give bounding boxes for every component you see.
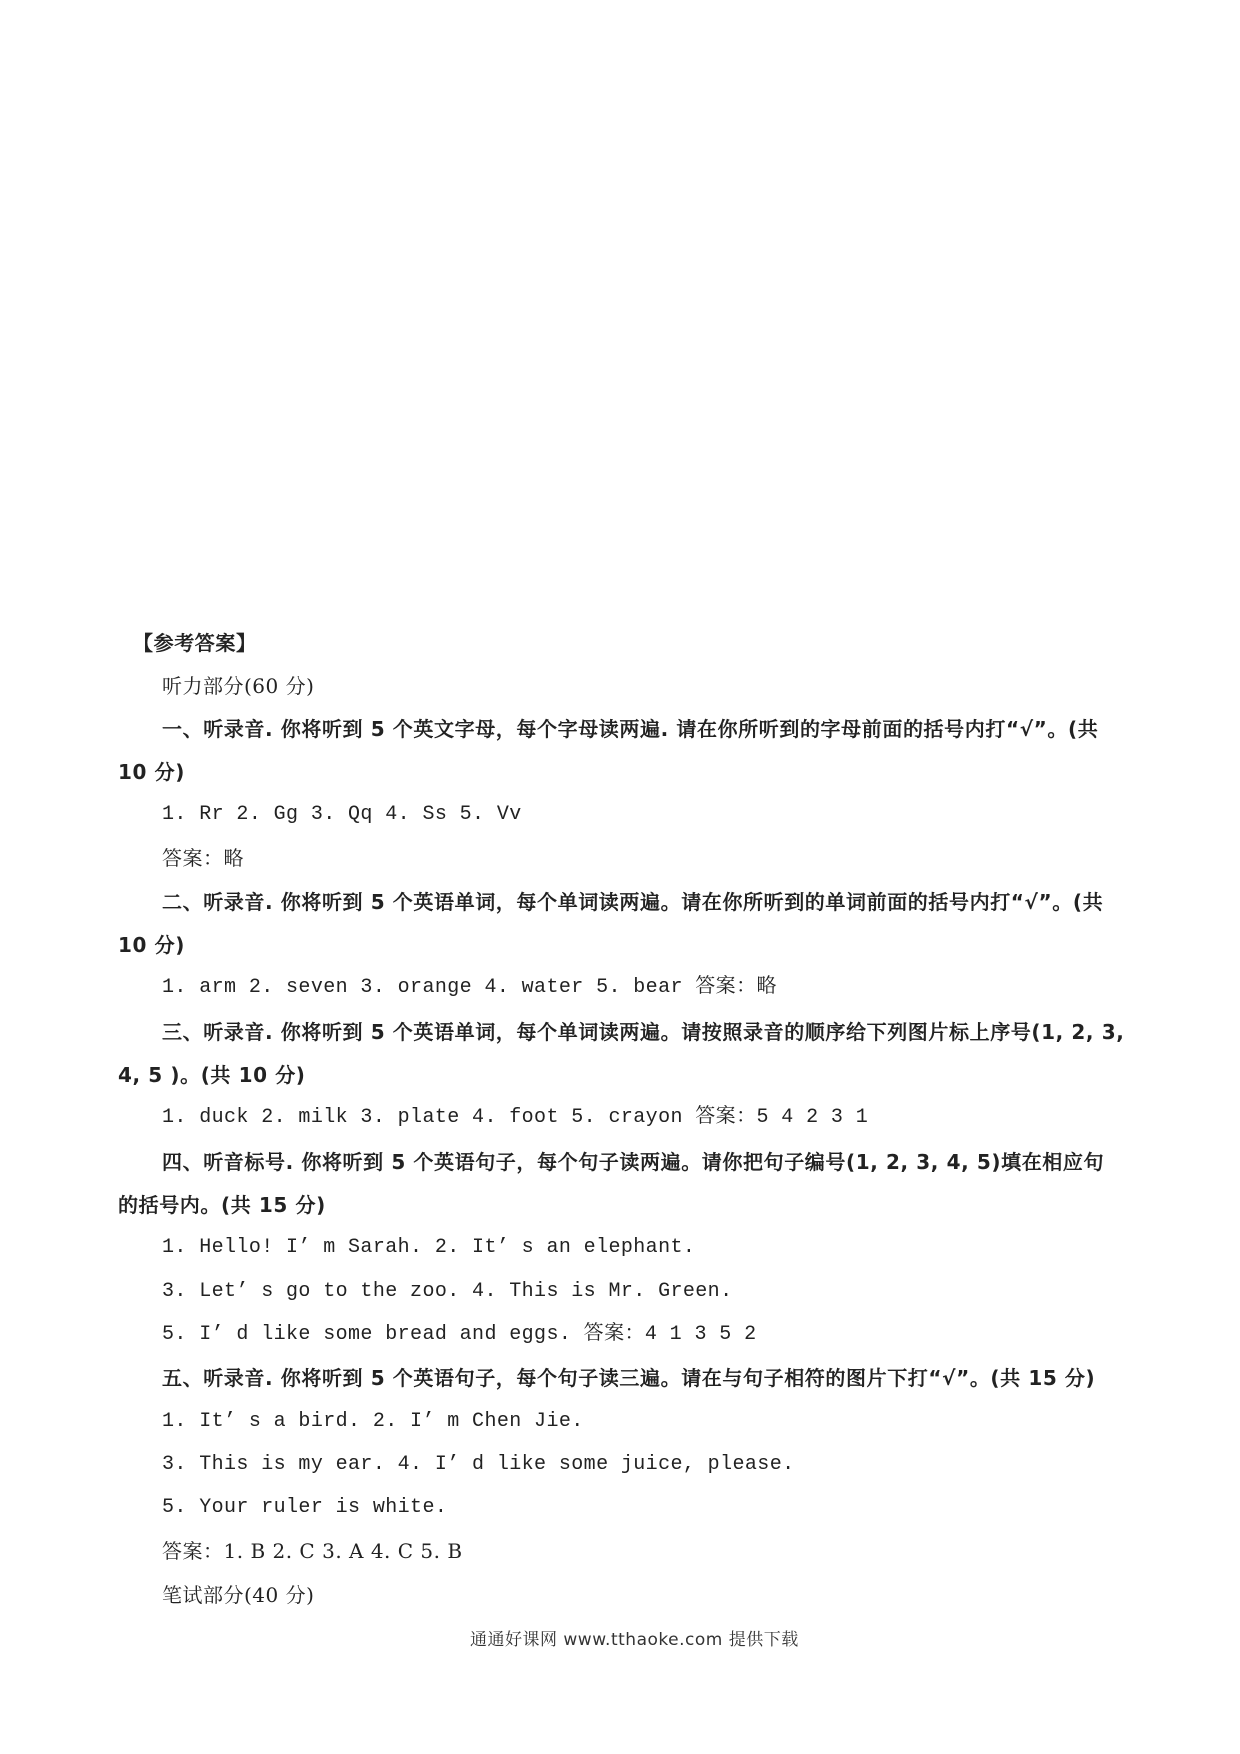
section-5-line-1: 1. It’ s a bird. 2. I’ m Chen Jie. bbox=[162, 1410, 584, 1433]
section-2-title-line-1: 二、听录音. 你将听到 5 个英语单词，每个单词读两遍。请在你所听到的单词前面的括号内打“√”。(共 bbox=[162, 890, 1104, 914]
section-5-line-3: 5. Your ruler is white. bbox=[162, 1496, 448, 1519]
section-3-title-line-1: 三、听录音. 你将听到 5 个英语单词，每个单词读两遍。请按照录音的顺序给下列图片标上序号(1, 2, 3, bbox=[162, 1020, 1125, 1044]
section-4-line-2: 3. Let’ s go to the zoo. 4. This is Mr. Green. bbox=[162, 1280, 733, 1303]
section-3-items: 1. duck 2. milk 3. plate 4. foot 5. crayon 答案：5 4 2 3 1 bbox=[162, 1106, 869, 1129]
section-1-title-line-1: 一、听录音. 你将听到 5 个英文字母，每个字母读两遍. 请在你所听到的字母前面的括号内打“√”。(共 bbox=[162, 717, 1099, 741]
listening-section-title: 听力部分(60 分) bbox=[162, 674, 315, 698]
section-1-title-line-2: 10 分) bbox=[118, 760, 185, 784]
written-section-title: 笔试部分(40 分) bbox=[162, 1583, 315, 1607]
section-4-title-line-2: 的括号内。(共 15 分) bbox=[118, 1193, 326, 1217]
section-2-title-line-2: 10 分) bbox=[118, 933, 185, 957]
section-3-title-line-2: 4, 5 )。(共 10 分) bbox=[118, 1063, 306, 1087]
section-4-line-3: 5. I’ d like some bread and eggs. 答案：4 1 3 5 2 bbox=[162, 1323, 757, 1346]
section-2-items: 1. arm 2. seven 3. orange 4. water 5. bear 答案：略 bbox=[162, 976, 777, 999]
section-1-answer: 答案：略 bbox=[162, 846, 244, 870]
section-1-items: 1. Rr 2. Gg 3. Qq 4. Ss 5. Vv bbox=[162, 803, 522, 826]
section-5-answer: 答案：1. B 2. C 3. A 4. C 5. B bbox=[162, 1539, 463, 1563]
section-5-title-line-1: 五、听录音. 你将听到 5 个英语句子，每个句子读三遍。请在与句子相符的图片下打“√”。(共 15 分) bbox=[162, 1366, 1096, 1390]
page-footer: 通通好课网 www.tthaoke.com 提供下载 bbox=[470, 1630, 799, 1650]
section-4-line-1: 1. Hello! I’ m Sarah. 2. It’ s an elephant. bbox=[162, 1236, 696, 1259]
answer-key-heading: 【参考答案】 bbox=[133, 631, 257, 655]
section-5-line-2: 3. This is my ear. 4. I’ d like some juice, please. bbox=[162, 1453, 795, 1476]
section-4-title-line-1: 四、听音标号. 你将听到 5 个英语句子，每个句子读两遍。请你把句子编号(1, 2, 3, 4, 5)填在相应句 bbox=[162, 1150, 1105, 1174]
